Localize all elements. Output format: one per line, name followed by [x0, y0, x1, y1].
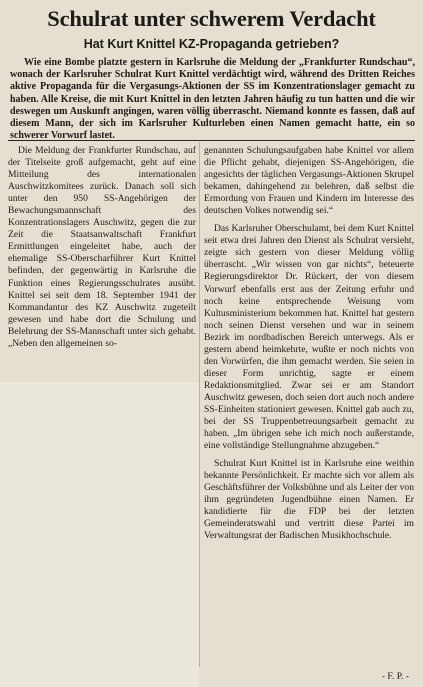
paper-fold-shading — [0, 382, 199, 687]
column-paragraph: Die Meldung der Frankfurter Rundschau, auf der Titelseite groß aufgemacht, geht auf eine Mitteilung des internationalen Auschwitzkomitees zurück. Danach soll sich unter den 950 SS-Angehörigen der Bewachungsmannschaft des Konzentrationslagers Auschwitz, gegen die zur Zeit die Staatsanwaltschaft Frankfurt Ermittlungen eingeleitet habe, auch der ehemalige SS-Oberscharführer Kurt Knittel befinden, der gegenwärtig in Karlsruhe die Funktion eines Regierungsschulrates ausübt. Knittel sei seit dem 18. September 1941 der Kommandantur des KZ Auschwitz zugeteilt gewesen und habe dort die Schulung und Belehrung der SS-Mannschaft unter sich gehabt. „Neben den allgemeinen so- — [8, 145, 196, 349]
article-byline: - F. P. - — [381, 671, 409, 682]
article-lead: Wie eine Bombe platzte gestern in Karlsruhe die Meldung der „Frankfurter Rundschau“, wonach der Karlsruher Schulrat Kurt Knittel verdächtigt wird, während des Dritten Reiches aktive Propaganda für die Vergasungs-Aktionen der SS im Konzentrationslager gemacht zu haben. Alle Kreise, die mit Kurt Knittel in den letzten Jahren häufig zu tun hatten und die wir deswegen um Auskunft angingen, waren völlig überrascht. Niemand konnte es fassen, daß auf diesem Mann, der sich im Karlsruher Kulturleben einen Namen gemacht hatte, ein so schwerer Vorwurf lastet. — [10, 57, 415, 142]
column-paragraph: Schulrat Kurt Knittel ist in Karlsruhe eine weithin bekannte Persönlichkeit. Er machte sich vor allem als Geschäftsführer der Volksbühne und als Leiter der von ihm gegründeten Jugendbühne einen Namen. Er kandidierte für die FDP bei der letzten Gemeinderatswahl und vertritt diese Partei im Verwaltungsrat der Badischen Musikhochschule. — [204, 458, 414, 542]
lead-separator-rule — [8, 140, 415, 141]
column-divider — [199, 142, 200, 667]
article-subheadline: Hat Kurt Knittel KZ-Propaganda getrieben? — [83, 37, 340, 51]
column-paragraph: Das Karlsruher Oberschulamt, bei dem Kurt Knittel seit etwa drei Jahren den Dienst als Schulrat versieht, zeigte sich gestern von dieser Meldung völlig überrascht. „Wir wissen von gar nichts“, beteuerte Regierungsdirektor Dr. Rückert, der von diesem Vorwurf ebenfalls erst aus der Zeitung erfuhr und noch keine entsprechende Weisung vom Kultusministerium bekommen hat. Knittel hat gestern noch seinen Dienst versehen und war in seinem Bezirk im nordbadischen Bereich unterwegs. Als er gestern abend heimkehrte, wußte er noch nichts von den Vorwürfen, die ihm gemacht werden. Sie seien in dieser Form unrichtig, sagte er einem Redaktionsmitglied. Zwar sei er am Standort Auschwitz gewesen, doch seien dort auch noch andere SS-Einheiten stationiert gewesen. Knittel gab auch zu, bei der SS Truppenbetreuungsarbeit gemacht zu haben. „Im übrigen sehe ich mich noch außerstande, eine vollständige Stellungnahme abzugeben.“ — [204, 223, 414, 452]
article-column-left — [8, 145, 196, 350]
article-headline: Schulrat unter schwerem Verdacht — [47, 6, 376, 31]
column-paragraph: genannten Schulungsaufgaben habe Knittel vor allem die Pflicht gehabt, diejenigen SS-Angehörigen, die angesichts der täglichen Vergasungs-Aktionen Skrupel bekamen, dahingehend zu belehren, daß selbst die Ermordung von Frauen und Kindern im Interesse des deutschen Volkes notwendig sei.“ — [204, 145, 414, 217]
article-column-right — [204, 145, 414, 543]
